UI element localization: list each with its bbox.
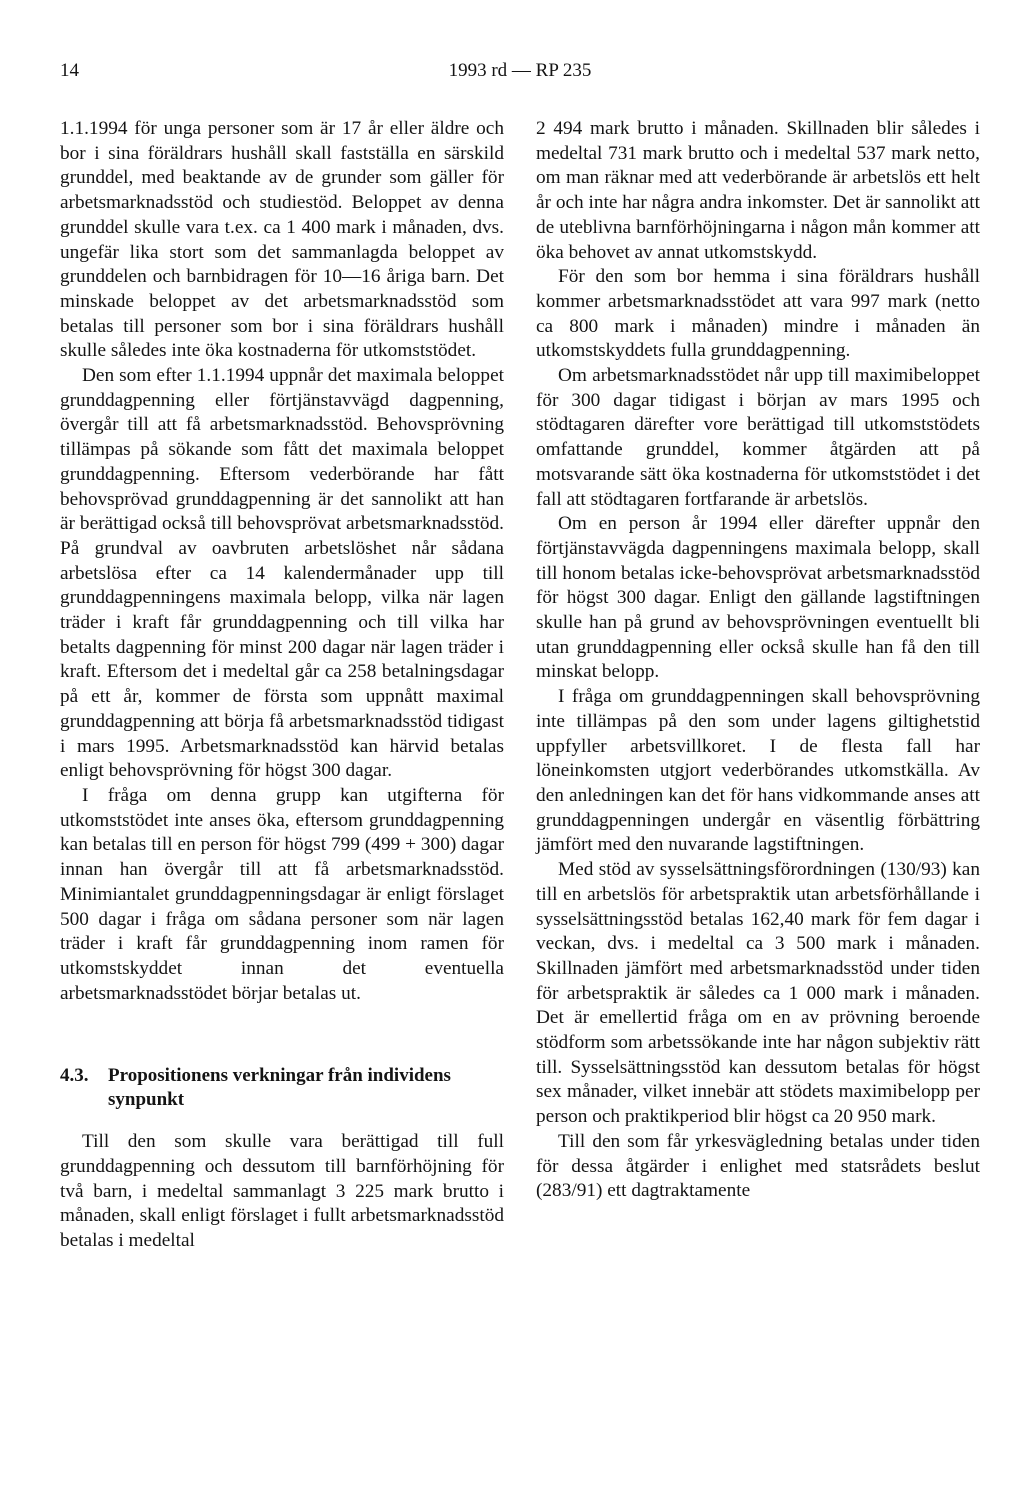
- right-paragraph-4: Om en person år 1994 eller därefter uppnår den förtjänstavvägda dagpenningens maximala belopp, skall till honom betalas icke-behovsprövat arbetsmarknadsstöd för högst 300 dagar. Enligt den gällande lagstiftningen skulle han på grund av behovsprövningen eventuellt bli utan grunddagpenning eller också skulle han få den till minskat belopp.: [536, 513, 980, 683]
- right-paragraph-1: 2 494 mark brutto i månaden. Skillnaden blir således i medeltal 731 mark brutto och i medeltal 537 mark netto, om man räknar med att vederbörande är arbetslös ett helt år och inte har några andra inkomster. Det är sannolikt att de uteblivna barnförhöjningarna i någon mån kommer att öka behovet av annat utkomstskydd.: [536, 118, 980, 263]
- right-paragraph-5: I fråga om grunddagpenningen skall behovsprövning inte tillämpas på den som under lagens giltighetstid uppfyller arbetsvillkoret. I de flesta fall har löneinkomsten utgjort vederbörandes utkomstkälla. Av den anledningen kan det för hans vidkommande anses att grunddagpenningen undergår en väsentlig förbättring jämfört med den nuvarande lagstiftningen.: [536, 686, 980, 856]
- section-title: Propositionens verkningar från individens synpunkt: [108, 1065, 451, 1111]
- right-column: [536, 117, 980, 1204]
- right-paragraph-3: Om arbetsmarknadsstödet når upp till maximibeloppet för 300 dagar tidigast i början av mars 1995 och stödtagaren därefter vore berättigad till utkomststödets omfattande grunddel, kommer åtgärden att på motsvarande sätt öka kostnaderna för utkomststödet i det fall att stödtagaren fortfarande är arbetslös.: [536, 365, 980, 510]
- running-title: 1993 rd — RP 235: [448, 60, 592, 81]
- right-paragraph-2: För den som bor hemma i sina föräldrars hushåll kommer arbetsmarknadsstödet att vara 997 mark (netto ca 800 mark i månaden) mindre i månaden än utkomstskyddets fulla grunddagpenning.: [536, 266, 980, 362]
- section-number: 4.3.: [60, 1065, 89, 1087]
- left-paragraph-2: Den som efter 1.1.1994 uppnår det maximala beloppet grunddagpenning eller förtjänstavvägd dagpenning, övergår till att få arbetsmarknadsstöd. Behovsprövning tillämpas på sökande som fått det maximala beloppet grunddagpenning. Eftersom vederbörande har fått behovsprövad grunddagpenning är det sannolikt att han är berättigad också till behovsprövat arbetsmarknadsstöd. På grundval av oavbruten arbetslöshet når sådana arbetslösa efter ca 14 kalendermånader upp till grunddagpenningens maximala belopp, vilka när lagen träder i kraft får grunddagpenning och till vilka har betalts dagpenning för minst 200 dagar när lagen träder i kraft. Eftersom det i medeltal går ca 258 betalningsdagar på ett år, kommer de första som uppnått maximal grunddagpenning att börja få arbetsmarknadsstöd tidigast i mars 1995. Arbetsmarknadsstöd kan härvid betalas enligt behovsprövning för högst 300 dagar.: [60, 365, 504, 782]
- section-heading: [60, 1064, 504, 1112]
- page-header: [60, 60, 980, 90]
- left-column: [60, 117, 504, 1254]
- right-paragraph-6: Med stöd av sysselsättningsförordningen (130/93) kan till en arbetslös för arbetspraktik utan arbetsförhållande i sysselsättningsstöd betalas 162,40 mark för fem dagar i veckan, dvs. i medeltal ca 3 500 mark i månaden. Skillnaden jämfört med arbetsmarknadsstöd under tiden för arbetspraktik är således ca 1 000 mark i månaden. Det är emellertid fråga om en av prövning beroende stödform som arbetssökande inte har någon subjektiv rätt till. Sysselsättningsstöd kan dessutom betalas för högst sex månader, vilket innebär att stödets maximibelopp per person och praktikperiod blir högst ca 20 950 mark.: [536, 859, 980, 1128]
- right-paragraph-7: Till den som får yrkesvägledning betalas under tiden för dessa åtgärder i enlighet med statsrådets beslut (283/91) ett dagtraktamente: [536, 1130, 980, 1202]
- left-paragraph-4: Till den som skulle vara berättigad till full grunddagpenning och dessutom till barnförhöjning för två barn, i medeltal sammanlagt 3 225 mark brutto i månaden, skall enligt förslaget i fullt arbetsmarknadsstöd betalas i medeltal: [60, 1131, 504, 1252]
- left-paragraph-1: 1.1.1994 för unga personer som är 17 år eller äldre och bor i sina föräldrars hushåll skall fastställa en särskild grunddel, med beaktande av de grunder som gäller för arbetsmarknadsstöd och studiestöd. Beloppet av denna grunddel skulle vara t.ex. ca 1 400 mark i månaden, dvs. ungefär lika stort som det sammanlagda beloppet av grunddelen och barnbidragen för 10—16 åriga barn. Det minskade beloppet av det arbetsmarknadsstöd som betalas till personer som bor i sina föräldrars hushåll skulle således inte öka kostnaderna för utkomststödet.: [60, 118, 504, 362]
- left-paragraph-3: I fråga om denna grupp kan utgifterna för utkomststödet inte anses öka, eftersom grunddagpenning kan betalas till en person för högst 799 (499 + 300) dagar innan han övergår till att få arbetsmarknadsstöd. Minimiantalet grunddagpenningsdagar är enligt förslaget 500 dagar i fråga om sådana personer som när lagen träder i kraft får grunddagpenning inom ramen för utkomstskyddet innan det eventuella arbetsmarknadsstödet börjar betalas ut.: [60, 784, 504, 1004]
- page-number: 14: [60, 60, 79, 81]
